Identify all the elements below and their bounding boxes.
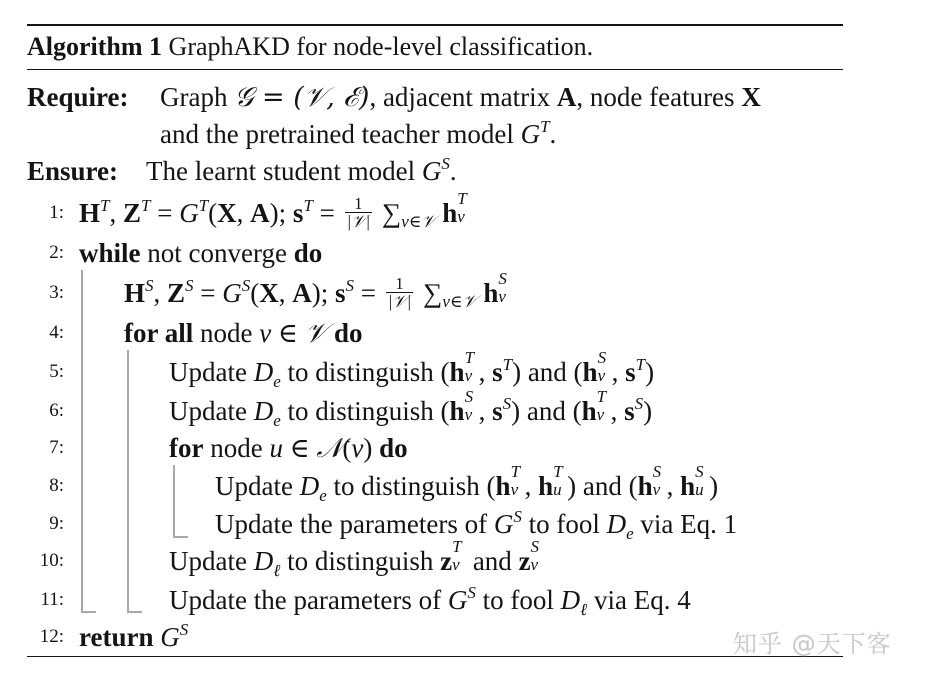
line-number: 6: bbox=[49, 400, 64, 421]
line-number: 2: bbox=[49, 242, 64, 263]
step-11: Update the parameters of $G^S$ to fool $D_\ell$ via Eq. 4 bbox=[169, 583, 691, 619]
forall-block-guide bbox=[127, 350, 129, 612]
step-3: $H^S$, $Z^S = G^S(X$, A); $s^S$ = $\frac{1}{\text{|𝒱|}}$ ∑v∈𝒱 h S v bbox=[124, 269, 507, 312]
step-5: Update $D_e$ to distinguish (h T v , $s^T$) and (h S v , $s^T$) bbox=[169, 348, 655, 391]
require-body-1: Graph 𝒢 = (𝒱, ℰ), adjacent matrix A, node features X bbox=[160, 82, 761, 113]
line-number: 9: bbox=[49, 513, 64, 534]
ensure-line bbox=[27, 154, 118, 188]
algorithm-label: Algorithm 1 bbox=[27, 32, 163, 61]
for-neighbor-block-guide bbox=[173, 465, 175, 537]
algorithm-title: GraphAKD for node-level classification. bbox=[168, 32, 594, 61]
ensure-body: The learnt student model $G^S$. bbox=[146, 154, 457, 186]
line-number: 3: bbox=[49, 282, 64, 303]
zhihu-watermark: 知乎 @天下客 bbox=[733, 630, 892, 658]
step-1: $H^T$, $Z^T = G^T(X$, A); $s^T$ = $\frac{1}{\text{|𝒱|}}$ ∑v∈𝒱 h T v bbox=[79, 189, 467, 232]
while-block-guide bbox=[81, 270, 83, 612]
ensure-label: Ensure: bbox=[27, 156, 119, 186]
step-12: return $G^S$ bbox=[79, 620, 189, 652]
step-7: for node u ∈ 𝒩(v) do bbox=[169, 433, 408, 464]
line-number: 1: bbox=[49, 202, 64, 223]
caption-rule bbox=[27, 69, 843, 70]
graph-symbol: 𝒢 = (𝒱, ℰ) bbox=[234, 82, 370, 113]
line-number: 12: bbox=[39, 626, 64, 647]
for-neighbor-block-guide-tick bbox=[173, 536, 188, 538]
algorithm-caption bbox=[27, 30, 593, 64]
require-label: Require: bbox=[27, 82, 129, 112]
line-number: 4: bbox=[49, 322, 64, 343]
forall-block-guide-tick bbox=[127, 611, 142, 613]
line-number: 8: bbox=[49, 475, 64, 496]
line-number: 5: bbox=[49, 361, 64, 382]
step-2: while not converge do bbox=[79, 238, 323, 268]
while-block-guide-tick bbox=[81, 611, 96, 613]
bottom-rule bbox=[27, 656, 843, 657]
step-6: Update $D_e$ to distinguish (h S v , $s^S$) and (h T v , $s^S$) bbox=[169, 387, 653, 430]
step-8: Update $D_e$ to distinguish (h T v , h T u ) and (h S v , h S u ) bbox=[215, 462, 719, 505]
step-9: Update the parameters of $G^S$ to fool $D_e$ via Eq. 1 bbox=[215, 507, 738, 543]
line-number: 10: bbox=[39, 550, 64, 571]
line-number: 11: bbox=[40, 589, 64, 610]
require-line bbox=[27, 80, 129, 114]
line-number: 7: bbox=[49, 437, 64, 458]
top-rule bbox=[27, 24, 843, 26]
require-body-2: and the pretrained teacher model $G^T$. bbox=[160, 117, 557, 149]
step-4: for all node v ∈ 𝒱 do bbox=[124, 318, 363, 349]
step-10: Update $D_\ell$ to distinguish z T v and z S v bbox=[169, 537, 540, 580]
